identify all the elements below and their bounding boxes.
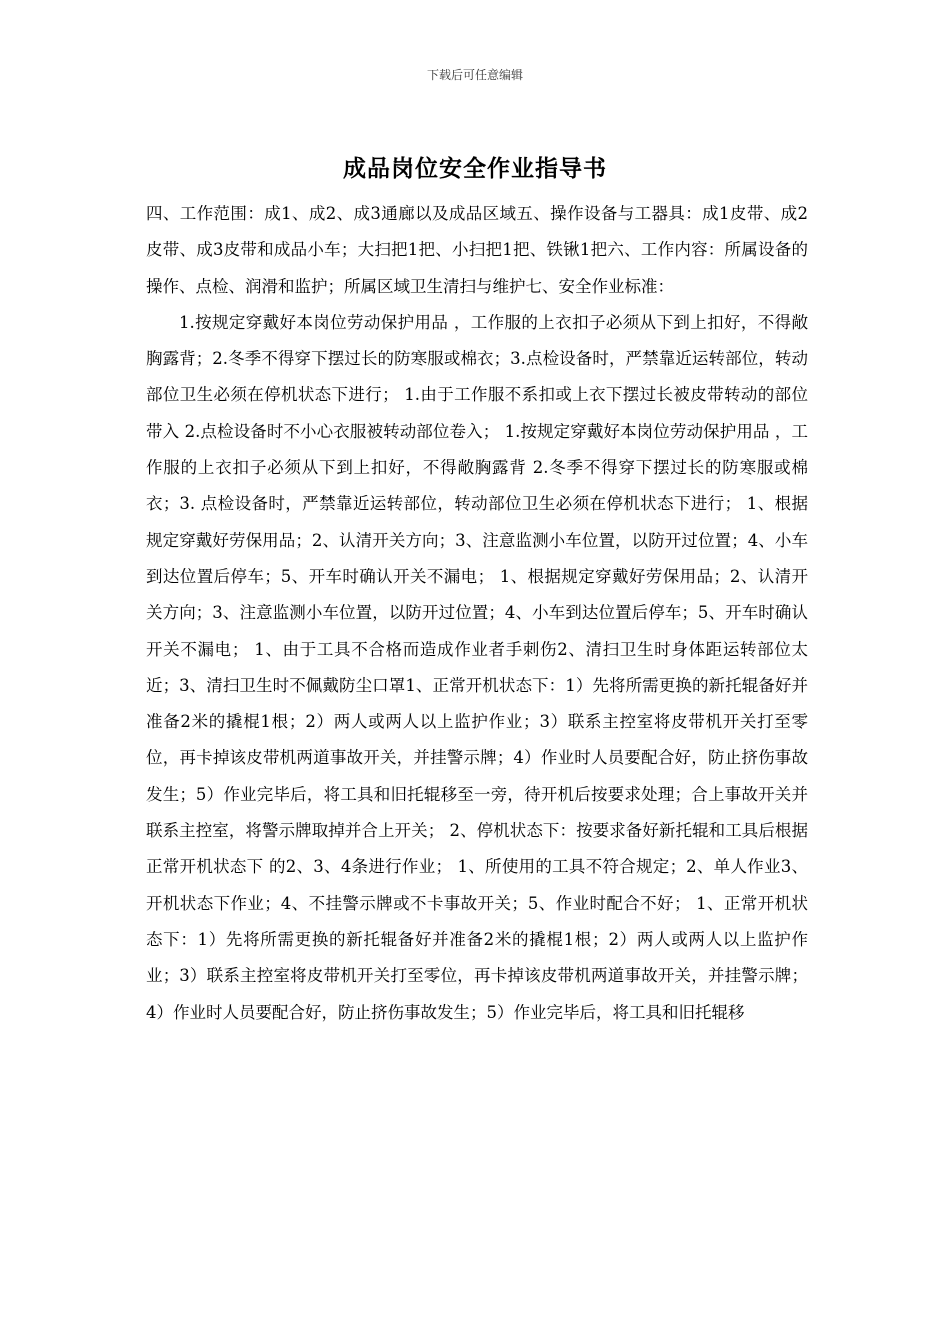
paragraph-scope: 四、工作范围：成1、成2、成3通廊以及成品区域五、操作设备与工器具：成1皮带、成2皮带、成3皮带和成品小车；大扫把1把、小扫把1把、铁锹1把六、工作内容：所属设备的操作、点检、润滑和监护；所属区域卫生清扫与维护七、安全作业标准：	[146, 204, 808, 296]
paragraph-standards: 1.按规定穿戴好本岗位劳动保护用品 ，工作服的上衣扣子必须从下到上扣好，不得敞胸露背；2.冬季不得穿下摆过长的防寒服或棉衣；3.点检设备时，严禁靠近运转部位，转动部位卫生必须在停机状态下进行； 1.由于工作服不系扣或上衣下摆过长被皮带转动的部位带入 2.点检设备时不小心衣服被转动部位卷入； 1.按规定穿戴好本岗位劳动保护用品 ，工作服的上衣扣子必须从下到上扣好，不得敞胸露背 2.冬季不得穿下摆过长的防寒服或棉衣；3. 点检设备时，严禁靠近运转部位，转动部位卫生必须在停机状态下进行； 1、根据规定穿戴好劳保用品；2、认清开关方向；3、注意监测小车位置，以防开过位置；4、小车到达位置后停车；5、开车时确认开关不漏电； 1、根据规定穿戴好劳保用品；2、认清开关方向；3、注意监测小车位置，以防开过位置；4、小车到达位置后停车；5、开车时确认开关不漏电； 1、由于工具不合格而造成作业者手刺伤2、清扫卫生时身体距运转部位太近；3、清扫卫生时不佩戴防尘口罩1、正常开机状态下：1）先将所需更换的新托辊备好并准备2米的撬棍1根；2）两人或两人以上监护作业；3）联系主控室将皮带机开关打至零位，再卡掉该皮带机两道事故开关，并挂警示牌；4）作业时人员要配合好，防止挤伤事故发生；5）作业完毕后，将工具和旧托辊移至一旁，待开机后按要求处理；合上事故开关并联系主控室，将警示牌取掉并合上开关； 2、停机状态下：按要求备好新托辊和工具后根据 正常开机状态下 的2、3、4条进行作业； 1、所使用的工具不符合规定；2、单人作业3、开机状态下作业；4、不挂警示牌或不卡事故开关；5、作业时配合不好； 1、正常开机状态下：1）先将所需更换的新托辊备好并准备2米的撬棍1根；2）两人或两人以上监护作业；3）联系主控室将皮带机开关打至零位，再卡掉该皮带机两道事故开关，并挂警示牌；4）作业时人员要配合好，防止挤伤事故发生；5）作业完毕后，将工具和旧托辊移	[146, 312, 808, 1022]
document-title: 成品岗位安全作业指导书	[343, 156, 607, 182]
document-body	[146, 196, 808, 1031]
header-note: 下载后可任意编辑	[426, 68, 523, 82]
